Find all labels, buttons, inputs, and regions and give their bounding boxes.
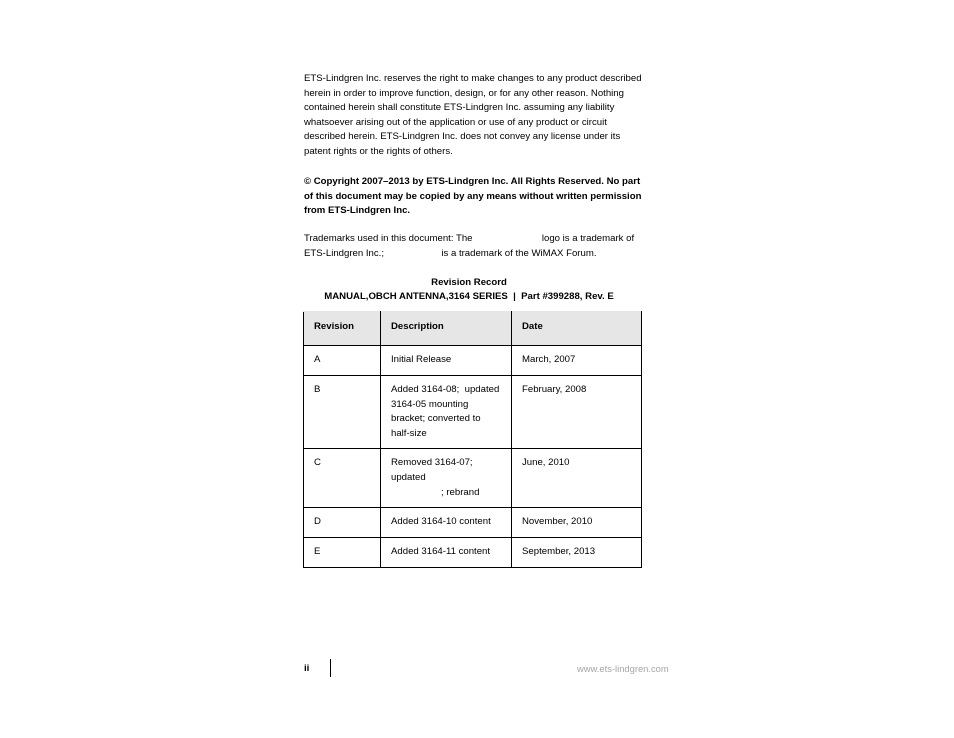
date-cell: February, 2008 [512, 376, 642, 449]
header-description: Description [381, 312, 512, 346]
date-cell: March, 2007 [512, 346, 642, 376]
description-cell [381, 537, 512, 567]
footer-divider [330, 659, 331, 677]
description-cell [381, 449, 512, 508]
description-cell [381, 376, 512, 449]
revision-cell: B [304, 376, 381, 449]
header-revision: Revision [304, 312, 381, 346]
date-cell: June, 2010 [512, 449, 642, 508]
trademarks-paragraph [304, 232, 649, 261]
description-line: updated [391, 471, 426, 483]
description-cell [381, 346, 512, 376]
table-row [304, 376, 642, 449]
date-cell: November, 2010 [512, 508, 642, 538]
table-row [304, 449, 642, 508]
description-line: Added 3164-10 content [391, 516, 491, 528]
revision-table [303, 311, 642, 568]
trademarks-text-b: logo is a trademark of ETS-Lindgren Inc.; [304, 233, 635, 259]
table-row [304, 508, 642, 538]
revision-cell: D [304, 508, 381, 538]
description-line: Added 3164-08; updated [391, 384, 500, 395]
copyright-paragraph: © Copyright 2007–2013 by ETS-Lindgren Inc. All Rights Reserved. No part of this document may be copied by any means without written permission from ETS-Lindgren Inc. [304, 176, 642, 217]
trademarks-text-a: Trademarks used in this document: The [304, 233, 473, 244]
description-line: ; rebrand [441, 486, 480, 498]
revision-cell: A [304, 346, 381, 376]
date-cell: September, 2013 [512, 537, 642, 567]
description-line: 3164-05 mounting [391, 398, 469, 410]
table-row [304, 537, 642, 567]
revision-record-subtitle: MANUAL,OBCH ANTENNA,3164 SERIES | Part #399288, Rev. E [324, 291, 614, 302]
header-date: Date [512, 312, 642, 346]
revision-cell: E [304, 537, 381, 567]
disclaimer-paragraph: ETS-Lindgren Inc. reserves the right to make changes to any product described herein in order to improve function, design, or for any other reason. Nothing contained herein shall constitute ETS-Lindgren Inc. assuming any liability whatsoever arising out of the application or use of any product or circuit described herein. ETS-Lindgren Inc. does not convey any license under its patent rights or the rights of others. [304, 73, 642, 157]
footer-url: www.ets-lindgren.com [577, 663, 669, 674]
description-line: Added 3164-11 content [391, 545, 491, 557]
description-line: half-size [391, 427, 427, 439]
page-number: ii [304, 663, 310, 674]
description-line: Initial Release [391, 354, 452, 365]
table-header-row [304, 312, 642, 346]
trademarks-text-c: is a trademark of the WiMAX Forum. [441, 247, 597, 259]
revision-record-title: Revision Record [431, 277, 507, 288]
description-line: Removed 3164-07; [391, 457, 473, 469]
table-row [304, 346, 642, 376]
description-line: bracket; converted to [391, 413, 481, 425]
revision-cell: C [304, 449, 381, 508]
description-cell [381, 508, 512, 538]
